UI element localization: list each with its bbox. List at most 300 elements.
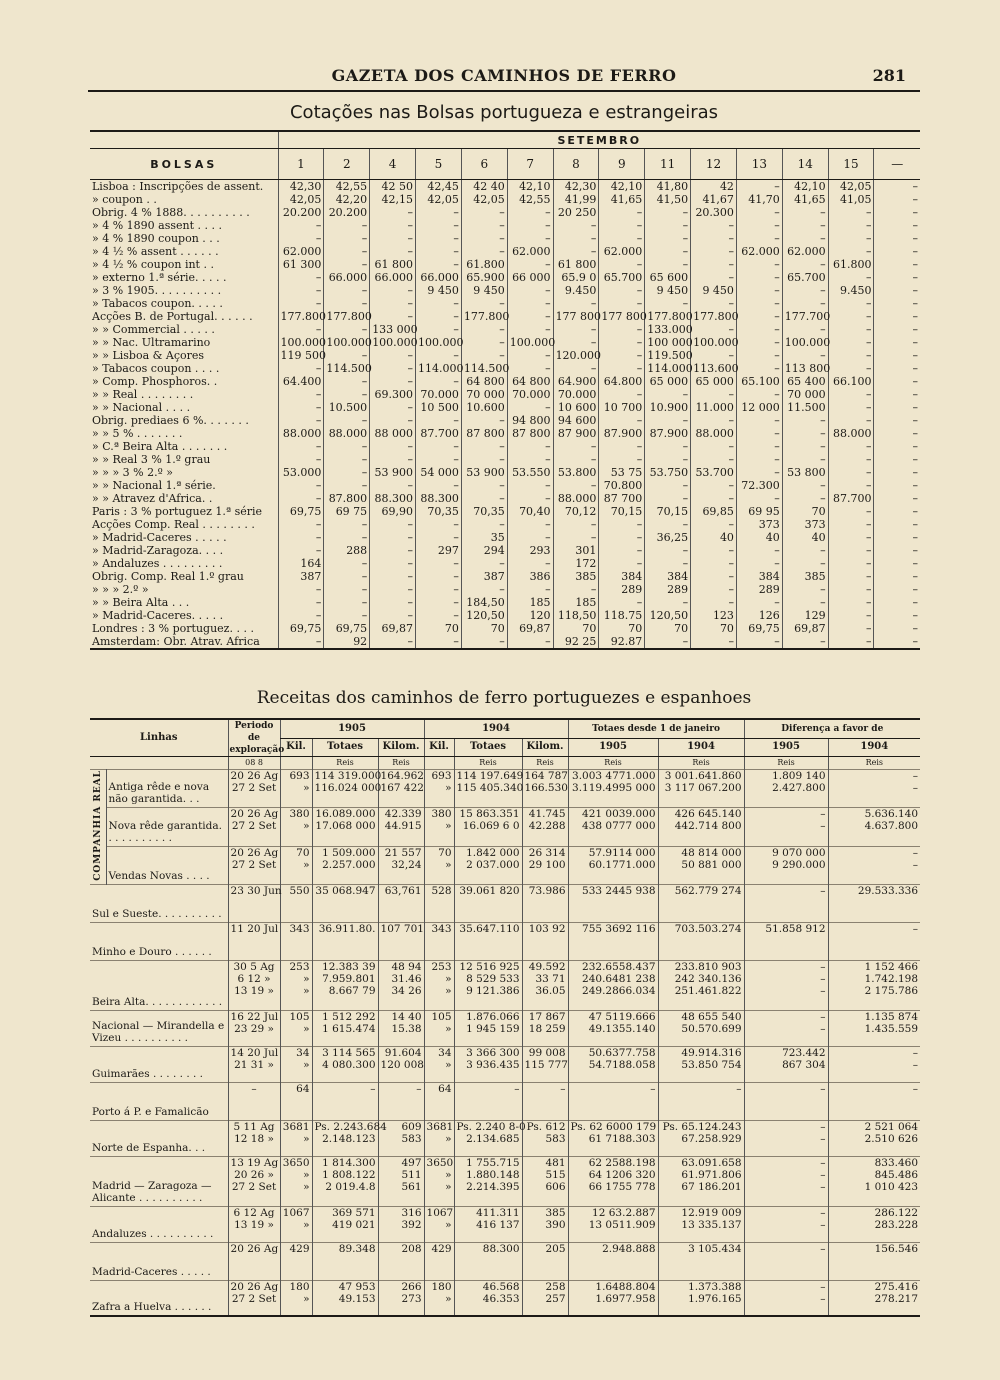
- quote-cell: 42,30: [278, 180, 324, 194]
- totaes-desde-1904-cell-value: 1.373.388: [688, 1280, 742, 1293]
- diferenca-1905-cell-value: –: [820, 1132, 826, 1145]
- period-cell: [228, 770, 280, 808]
- quote-cell: –: [416, 206, 462, 219]
- quote-cell: –: [828, 570, 874, 583]
- quote-cell: –: [874, 284, 920, 297]
- quote-cell: 40: [782, 531, 828, 544]
- quote-cell: 62.000: [507, 245, 553, 258]
- quote-cell: 70 000: [461, 388, 507, 401]
- totaes-1904-cell: [454, 1046, 522, 1082]
- period-cell: [228, 1010, 280, 1046]
- totaes-desde-1905-cell: [568, 770, 658, 808]
- diferenca-1905-cell-value: –: [820, 884, 826, 897]
- kilom-1905-cell-value: 497: [401, 1156, 422, 1169]
- quote-cell: –: [416, 323, 462, 336]
- quote-cell: –: [599, 284, 645, 297]
- quote-cell: 177.800: [324, 310, 370, 323]
- quote-cell: –: [599, 557, 645, 570]
- security-label: » » Nacional 1.ª série.: [92, 479, 216, 492]
- security-label: » coupon . .: [92, 193, 157, 206]
- quote-cell: –: [736, 336, 782, 349]
- quote-cell: 20.300: [691, 206, 737, 219]
- diferenca-1904-cell-value: 1.435.559: [864, 1022, 919, 1035]
- quote-cell: 42,05: [828, 180, 874, 194]
- bolsas-row: [90, 349, 920, 362]
- quote-cell: –: [461, 297, 507, 310]
- totaes-desde-1904-cell-value: 703.503.274: [674, 922, 742, 935]
- day-header: 7: [507, 149, 553, 180]
- quote-cell: –: [324, 323, 370, 336]
- totaes-desde-1905-cell: [568, 1120, 658, 1156]
- totaes-desde-1905-cell-value: 12 63.2.887: [592, 1206, 656, 1219]
- quote-cell: –: [691, 492, 737, 505]
- quote-cell: 69,75: [278, 622, 324, 635]
- bolsas-row: [90, 258, 920, 271]
- quote-cell: –: [461, 440, 507, 453]
- quote-cell: 185: [507, 596, 553, 609]
- quote-cell: –: [553, 323, 599, 336]
- kil-1904-cell-value: 253: [431, 960, 452, 973]
- totaes-desde-1905-cell: [568, 808, 658, 846]
- quote-cell: –: [828, 297, 874, 310]
- quote-cell: –: [828, 531, 874, 544]
- quote-cell: 42 40: [461, 180, 507, 194]
- totaes-desde-1905-cell-value: 62 2588.198: [588, 1156, 656, 1169]
- quote-cell: 72.300: [736, 479, 782, 492]
- quote-cell: 41,65: [782, 193, 828, 206]
- quote-cell: –: [691, 232, 737, 245]
- quote-cell: –: [416, 440, 462, 453]
- quote-cell: –: [828, 323, 874, 336]
- totaes-1905-cell: [312, 922, 378, 960]
- security-label: » 4 ½ % coupon int . .: [92, 258, 214, 271]
- quote-cell: 9.450: [553, 284, 599, 297]
- receitas-row: [90, 1120, 920, 1156]
- quote-cell: 10.600: [461, 401, 507, 414]
- quote-cell: –: [278, 479, 324, 492]
- quote-cell: –: [645, 414, 691, 427]
- receitas-row: [90, 884, 920, 922]
- security-label: » Andaluzes . . . . . . . . .: [92, 557, 223, 570]
- bolsas-row: [90, 284, 920, 297]
- diferenca-1905-cell: [744, 770, 828, 808]
- quote-cell: –: [278, 453, 324, 466]
- kilom-1905-cell: [378, 1242, 424, 1280]
- bolsas-row: [90, 323, 920, 336]
- quote-cell: –: [691, 297, 737, 310]
- quote-cell: 114.500: [461, 362, 507, 375]
- quote-cell: –: [461, 479, 507, 492]
- totaes-1904-cell-value: 114 197.649: [456, 770, 524, 782]
- units-reis-d1905: Reis: [744, 757, 828, 770]
- day-header: 5: [416, 149, 462, 180]
- totaes-1904-cell-value: 8 529 533: [466, 972, 520, 985]
- totaes-desde-1905-cell: [568, 1206, 658, 1242]
- period-cell-value: 21 31 »: [234, 1058, 274, 1071]
- quote-cell: 36,25: [645, 531, 691, 544]
- period-cell-value: 5 11 Ag: [233, 1120, 275, 1133]
- kilom-1905-cell-value: 15.38: [391, 1022, 422, 1035]
- quote-cell: 114.000: [645, 362, 691, 375]
- period-cell-value: 23 29 »: [234, 1022, 274, 1035]
- quote-cell: 87 800: [461, 427, 507, 440]
- kil-1905-cell-value: »: [303, 820, 310, 833]
- quote-cell: –: [874, 466, 920, 479]
- kilom-1904-cell: [522, 846, 568, 884]
- linha-name: Sul e Sueste. . . . . . . . . .: [90, 884, 228, 922]
- quote-cell: 69,75: [278, 505, 324, 518]
- totaes-desde-1904-cell-value: 251.461.822: [674, 984, 742, 997]
- diferenca-1905-cell: [744, 1206, 828, 1242]
- diferenca-1904-cell-value: –: [912, 1046, 919, 1059]
- kilom-1904-cell: [522, 1120, 568, 1156]
- kil-1904-cell: [424, 1206, 454, 1242]
- diferenca-1904-cell-value: 156.546: [874, 1242, 919, 1255]
- totaes-1904-cell-value: 15 863.351: [459, 808, 520, 821]
- quote-cell: 87.900: [645, 427, 691, 440]
- day-header: 1: [278, 149, 324, 180]
- quote-cell: 41,99: [553, 193, 599, 206]
- kilom-1904-cell: [522, 770, 568, 808]
- quote-cell: –: [874, 206, 920, 219]
- quote-cell: 120,50: [461, 609, 507, 622]
- quote-cell: –: [828, 622, 874, 635]
- diferenca-1904-cell: [828, 922, 920, 960]
- quote-cell: 10.900: [645, 401, 691, 414]
- kilom-1904-cell: [522, 922, 568, 960]
- receitas-row: [90, 1046, 920, 1082]
- quote-cell: 42,15: [370, 193, 416, 206]
- linha-name: Nova rêde garantida. . . . . . . . . . .: [106, 808, 228, 846]
- kil-1904-cell-value: »: [445, 1058, 452, 1071]
- totaes-1904-cell-value: 1 945 159: [466, 1022, 520, 1035]
- security-label: » » Lisboa & Açores: [92, 349, 205, 362]
- quote-cell: –: [324, 531, 370, 544]
- kilom-1905-cell-value: 511: [401, 1168, 422, 1181]
- quote-cell: –: [828, 479, 874, 492]
- kil-1904-cell: [424, 922, 454, 960]
- diferenca-1905-cell-value: 723.442: [782, 1046, 826, 1059]
- totaes-desde-1904-cell: [658, 960, 744, 1010]
- kilom-1904-cell: [522, 1280, 568, 1316]
- units-reis-1905: Reis: [312, 757, 378, 770]
- quote-cell: –: [874, 271, 920, 284]
- totaes-desde-1904-cell-value: 562.779 274: [674, 884, 742, 897]
- kil-1905-cell-value: 343: [289, 922, 310, 935]
- totaes-1905-cell-value: 2.148.123: [322, 1132, 376, 1145]
- period-cell: [228, 1156, 280, 1206]
- diferenca-1905-cell: [744, 1082, 828, 1120]
- quote-cell: –: [599, 388, 645, 401]
- quote-cell: –: [782, 635, 828, 649]
- totaes-desde-1904-cell-value: 67 186.201: [681, 1180, 742, 1193]
- quote-cell: 70.000: [553, 388, 599, 401]
- quote-cell: 129: [782, 609, 828, 622]
- kil-1904-cell-value: »: [445, 1168, 452, 1181]
- diferenca-1905-cell-value: –: [820, 1168, 826, 1181]
- quote-cell: –: [416, 596, 462, 609]
- quote-cell: –: [599, 232, 645, 245]
- quote-cell: –: [370, 570, 416, 583]
- receitas-row: [90, 1156, 920, 1206]
- quote-cell: 88.000: [553, 492, 599, 505]
- kil-1904-cell: [424, 1120, 454, 1156]
- quote-cell: 53 75: [599, 466, 645, 479]
- units-reis-1904: Reis: [454, 757, 522, 770]
- quote-cell: 113.600: [691, 362, 737, 375]
- bolsas-row: [90, 336, 920, 349]
- quote-cell: –: [278, 414, 324, 427]
- kilom-1905-cell: [378, 884, 424, 922]
- quote-cell: –: [874, 492, 920, 505]
- kil-1905-cell: [280, 846, 312, 884]
- quote-cell: –: [645, 492, 691, 505]
- totaes-desde-1905-cell-value: Ps. 62 6000 179: [570, 1120, 657, 1133]
- quote-cell: –: [553, 362, 599, 375]
- quote-cell: 87.700: [416, 427, 462, 440]
- quote-cell: –: [874, 453, 920, 466]
- kilom-1904-cell-value: 257: [545, 1292, 566, 1305]
- kilom-1905-cell-value: 31.46: [391, 972, 422, 985]
- quote-cell: –: [278, 635, 324, 649]
- quote-cell: 64 800: [461, 375, 507, 388]
- totaes-desde-1905-cell-value: 533 2445 938: [582, 884, 656, 897]
- security-label: » » » 2.º »: [92, 583, 149, 596]
- totaes-1905-cell-value: 8.667 79: [328, 984, 376, 997]
- quote-cell: –: [507, 492, 553, 505]
- quote-cell: 70: [461, 622, 507, 635]
- quote-cell: 293: [507, 544, 553, 557]
- diferenca-1905-cell: [744, 1242, 828, 1280]
- kilom-1904-cell: [522, 1082, 568, 1120]
- kil-1904-cell-value: »: [445, 782, 452, 794]
- totaes-1905-cell: [312, 884, 378, 922]
- quote-cell: –: [691, 440, 737, 453]
- kil-1904-cell-value: »: [445, 1132, 452, 1145]
- kil-1905-cell: [280, 770, 312, 808]
- bolsas-row: [90, 271, 920, 284]
- security-label: » » Real . . . . . . . .: [92, 388, 194, 401]
- quote-cell: –: [691, 583, 737, 596]
- totaes-1905-cell: [312, 1242, 378, 1280]
- kil-1904-cell-value: 34: [438, 1046, 452, 1059]
- kil-1904-cell-value: 380: [431, 808, 452, 821]
- kil-1905-cell-value: »: [303, 1168, 310, 1181]
- quote-cell: –: [874, 635, 920, 649]
- quote-cell: –: [736, 232, 782, 245]
- totaes-desde-1905-cell-value: 60.1771.000: [588, 858, 656, 871]
- diferenca-1904-cell: [828, 1280, 920, 1316]
- bolsas-row: [90, 297, 920, 310]
- quote-cell: 126: [736, 609, 782, 622]
- bolsas-row: [90, 583, 920, 596]
- running-head: [88, 64, 920, 92]
- diferenca-1905-header: 1905: [744, 738, 828, 756]
- kilom-1904-cell: [522, 1010, 568, 1046]
- day-header: 13: [736, 149, 782, 180]
- quote-cell: –: [736, 596, 782, 609]
- year-1904-header: 1904: [424, 719, 568, 738]
- diferenca-1904-cell: [828, 846, 920, 884]
- diferenca-1905-cell-value: –: [820, 1280, 826, 1293]
- totaes-desde-1904-cell-value: 50.570.699: [681, 1022, 742, 1035]
- quote-cell: –: [461, 557, 507, 570]
- quote-cell: 70: [645, 622, 691, 635]
- kil-1905-cell: [280, 1046, 312, 1082]
- quote-cell: 69,87: [782, 622, 828, 635]
- totaes-desde-1905-cell: [568, 1280, 658, 1316]
- totaes-1905-cell-value: 7.959.801: [322, 972, 376, 985]
- diferenca-1904-cell: [828, 1082, 920, 1120]
- kilom-1904-cell-value: 26 314: [528, 846, 566, 859]
- quote-cell: –: [828, 453, 874, 466]
- kilom-1904-cell-value: 385: [545, 1206, 566, 1219]
- receitas-table: [90, 718, 920, 1317]
- kilom-1905-cell-value: 583: [401, 1132, 422, 1145]
- kil-1904-cell-value: »: [445, 858, 452, 871]
- quote-cell: 177.800: [278, 310, 324, 323]
- security-label: » » Nac. Ultramarino: [92, 336, 211, 349]
- totaes-desde-1904-cell-value: 3 001.641.860: [664, 770, 742, 782]
- kilom-1905-cell-value: 91.604: [384, 1046, 422, 1059]
- diferenca-1905-cell: [744, 960, 828, 1010]
- totaes-desde-1904-cell-value: 3 117 067.200: [664, 782, 742, 794]
- quote-cell: 70,35: [416, 505, 462, 518]
- quote-cell: –: [645, 258, 691, 271]
- receitas-row: [90, 960, 920, 1010]
- quote-cell: 87.900: [599, 427, 645, 440]
- quote-cell: –: [691, 453, 737, 466]
- quote-cell: –: [324, 596, 370, 609]
- quote-cell: 177 800: [553, 310, 599, 323]
- period-cell-value: 6 12 »: [237, 972, 271, 985]
- quote-cell: –: [782, 414, 828, 427]
- quote-cell: 92.87: [599, 635, 645, 649]
- quote-cell: –: [324, 232, 370, 245]
- period-cell-value: 20 26 Ag: [230, 1242, 279, 1255]
- quote-cell: 65 000: [691, 375, 737, 388]
- kilom-1905-cell-value: 32,24: [391, 858, 422, 871]
- quote-cell: 64.800: [599, 375, 645, 388]
- quote-cell: –: [278, 219, 324, 232]
- quote-cell: –: [416, 297, 462, 310]
- kil-1904-cell-value: 693: [431, 770, 452, 782]
- period-cell-value: 6 12 Ag: [233, 1206, 275, 1219]
- totaes-desde-1905-cell-value: 232.6558.437: [582, 960, 656, 973]
- diferenca-1904-cell-value: 2 521 064: [864, 1120, 919, 1133]
- diferenca-1904-cell: [828, 960, 920, 1010]
- quote-cell: –: [782, 284, 828, 297]
- quote-cell: –: [507, 635, 553, 649]
- quote-cell: 69,85: [691, 505, 737, 518]
- quote-cell: –: [507, 453, 553, 466]
- quote-cell: –: [278, 388, 324, 401]
- totaes-1904-cell-value: 1.876.066: [466, 1010, 520, 1023]
- totaes-desde-1905-cell-value: –: [650, 1082, 656, 1095]
- quote-cell: –: [782, 596, 828, 609]
- quote-cell: –: [736, 362, 782, 375]
- quote-cell: –: [874, 310, 920, 323]
- totaes-1904-cell-value: 16.069 6 0: [462, 820, 520, 833]
- period-cell-value: 13 19 »: [234, 984, 274, 997]
- quote-cell: 384: [736, 570, 782, 583]
- quote-cell: 53 800: [782, 466, 828, 479]
- bolsas-row: [90, 544, 920, 557]
- diferenca-1905-cell: [744, 1156, 828, 1206]
- units-reis-t1905: Reis: [568, 757, 658, 770]
- quote-cell: –: [599, 258, 645, 271]
- security-label: » 4 ½ % assent . . . . . .: [92, 245, 219, 258]
- security-label: » Madrid-Zaragoza. . . .: [92, 544, 224, 557]
- totaes-1905-cell-value: 2.257.000: [322, 858, 376, 871]
- period-cell-value: 30 5 Ag: [233, 960, 275, 973]
- quote-cell: –: [691, 219, 737, 232]
- security-label: Acções B. de Portugal. . . . . .: [92, 310, 253, 323]
- quote-cell: 88.300: [416, 492, 462, 505]
- kilom-1904-cell-value: 481: [545, 1156, 566, 1169]
- quote-cell: –: [691, 245, 737, 258]
- totaes-desde-1904-cell: [658, 1046, 744, 1082]
- quote-cell: –: [645, 453, 691, 466]
- kilom-1904-cell-value: 42.288: [528, 820, 566, 833]
- quote-cell: –: [645, 479, 691, 492]
- bolsas-row: [90, 505, 920, 518]
- quote-cell: 41,50: [645, 193, 691, 206]
- diferenca-header: Diferença a favor de: [744, 719, 920, 738]
- quote-cell: 20.200: [324, 206, 370, 219]
- quote-cell: 54 000: [416, 466, 462, 479]
- kilom-1904-cell-value: 205: [545, 1242, 566, 1255]
- totaes-desde-1905-cell-value: 249.2866.034: [582, 984, 656, 997]
- quote-cell: –: [278, 297, 324, 310]
- company-real-label: COMPANHIA REAL: [93, 770, 103, 881]
- diferenca-1905-cell-value: 9 290.000: [772, 858, 826, 871]
- totaes-1904-cell-value: 46.568: [482, 1280, 520, 1293]
- totaes-1904-cell: [454, 960, 522, 1010]
- period-cell: [228, 960, 280, 1010]
- diferenca-1905-cell-value: –: [820, 1242, 826, 1255]
- security-label: » C.ª Beira Alta . . . . . . .: [92, 440, 228, 453]
- quote-cell: –: [416, 583, 462, 596]
- diferenca-1904-cell-value: 4.637.800: [864, 820, 919, 833]
- quote-cell: 69,87: [507, 622, 553, 635]
- security-label: Paris : 3 % portuguez 1.ª série: [92, 505, 263, 518]
- totaes-desde-1905-header: 1905: [568, 738, 658, 756]
- totaes-1905-cell-value: 47 953: [338, 1280, 376, 1293]
- kilom-1905-cell: [378, 960, 424, 1010]
- quote-cell: –: [736, 466, 782, 479]
- quote-cell: 289: [736, 583, 782, 596]
- totaes-1904-cell: [454, 1206, 522, 1242]
- quote-cell: 87.700: [828, 492, 874, 505]
- receitas-row: [90, 1082, 920, 1120]
- totaes-desde-1904-cell: [658, 1206, 744, 1242]
- diferenca-1905-cell-value: –: [820, 1180, 826, 1193]
- kil-1904-cell-value: 3681: [426, 1120, 454, 1133]
- totaes-desde-1905-cell: [568, 846, 658, 884]
- totaes-1904-cell-value: 1 755.715: [466, 1156, 520, 1169]
- quote-cell: –: [324, 453, 370, 466]
- kilom-1905-cell: [378, 1280, 424, 1316]
- bolsas-row: [90, 557, 920, 570]
- quote-cell: –: [645, 518, 691, 531]
- quote-cell: 133 000: [370, 323, 416, 336]
- period-cell-value: 20 26 Ag: [230, 808, 279, 821]
- quote-cell: –: [416, 518, 462, 531]
- quote-cell: 61 800: [553, 258, 599, 271]
- totaes-1904-cell-value: 1.880.148: [466, 1168, 520, 1181]
- quote-cell: –: [645, 544, 691, 557]
